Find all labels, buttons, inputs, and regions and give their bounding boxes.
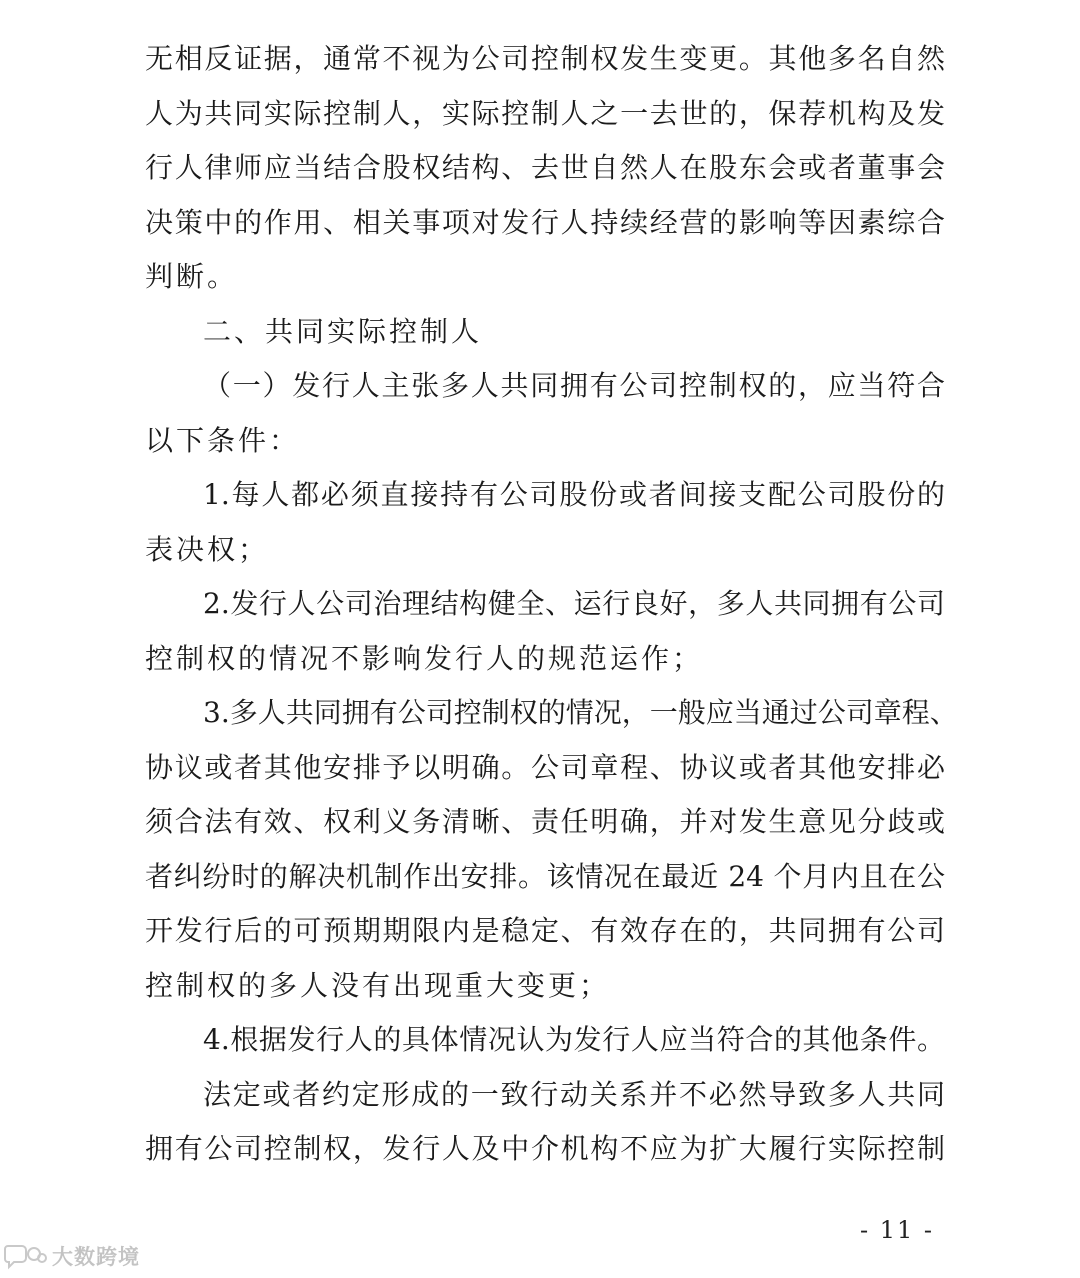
text-line: 判断。	[145, 260, 239, 293]
list-item-3: 3.多人共同拥有公司控制权的情况，一般应当通过公司章程、	[203, 696, 958, 729]
text-line: 无相反证据，通常不视为公司控制权发生变更。其他多名自然	[145, 42, 945, 75]
list-item-2: 2.发行人公司治理结构健全、运行良好，多人共同拥有公司	[203, 587, 945, 620]
text-line: 行人律师应当结合股权结构、去世自然人在股东会或者董事会	[145, 151, 945, 184]
watermark	[4, 1240, 140, 1272]
page-number: - 11 -	[860, 1216, 935, 1244]
text-line: 者纠纷时的解决机制作出安排。该情况在最近 24 个月内且在公	[145, 859, 945, 893]
text-line: （一）发行人主张多人共同拥有公司控制权的，应当符合	[203, 369, 945, 402]
watermark-text: 大数跨境	[52, 1245, 140, 1269]
list-item-4: 4.根据发行人的具体情况认为发行人应当符合的其他条件。	[203, 1023, 945, 1056]
section-heading: 二、共同实际控制人	[203, 314, 483, 348]
text-line: 开发行后的可预期期限内是稳定、有效存在的，共同拥有公司	[145, 914, 945, 947]
list-item-1: 1.每人都必须直接持有公司股份或者间接支配公司股份的	[203, 478, 945, 511]
text-line: 须合法有效、权利义务清晰、责任明确，并对发生意见分歧或	[145, 805, 945, 838]
text-line: 决策中的作用、相关事项对发行人持续经营的影响等因素综合	[145, 205, 945, 239]
text-line: 拥有公司控制权，发行人及中介机构不应为扩大履行实际控制	[145, 1132, 945, 1165]
text-line: 控制权的情况不影响发行人的规范运作；	[145, 641, 704, 675]
text-line: 以下条件：	[145, 423, 301, 457]
text-line: 表决权；	[145, 532, 270, 566]
text-line: 法定或者约定形成的一致行动关系并不必然导致多人共同	[203, 1077, 945, 1111]
text-line: 协议或者其他安排予以明确。公司章程、协议或者其他安排必	[145, 750, 945, 784]
text-line: 控制权的多人没有出现重大变更；	[145, 968, 611, 1002]
chat-bubble-logo-icon	[4, 1242, 48, 1270]
document-body	[145, 32, 958, 1177]
text-line: 人为共同实际控制人，实际控制人之一去世的，保荐机构及发	[145, 96, 945, 130]
